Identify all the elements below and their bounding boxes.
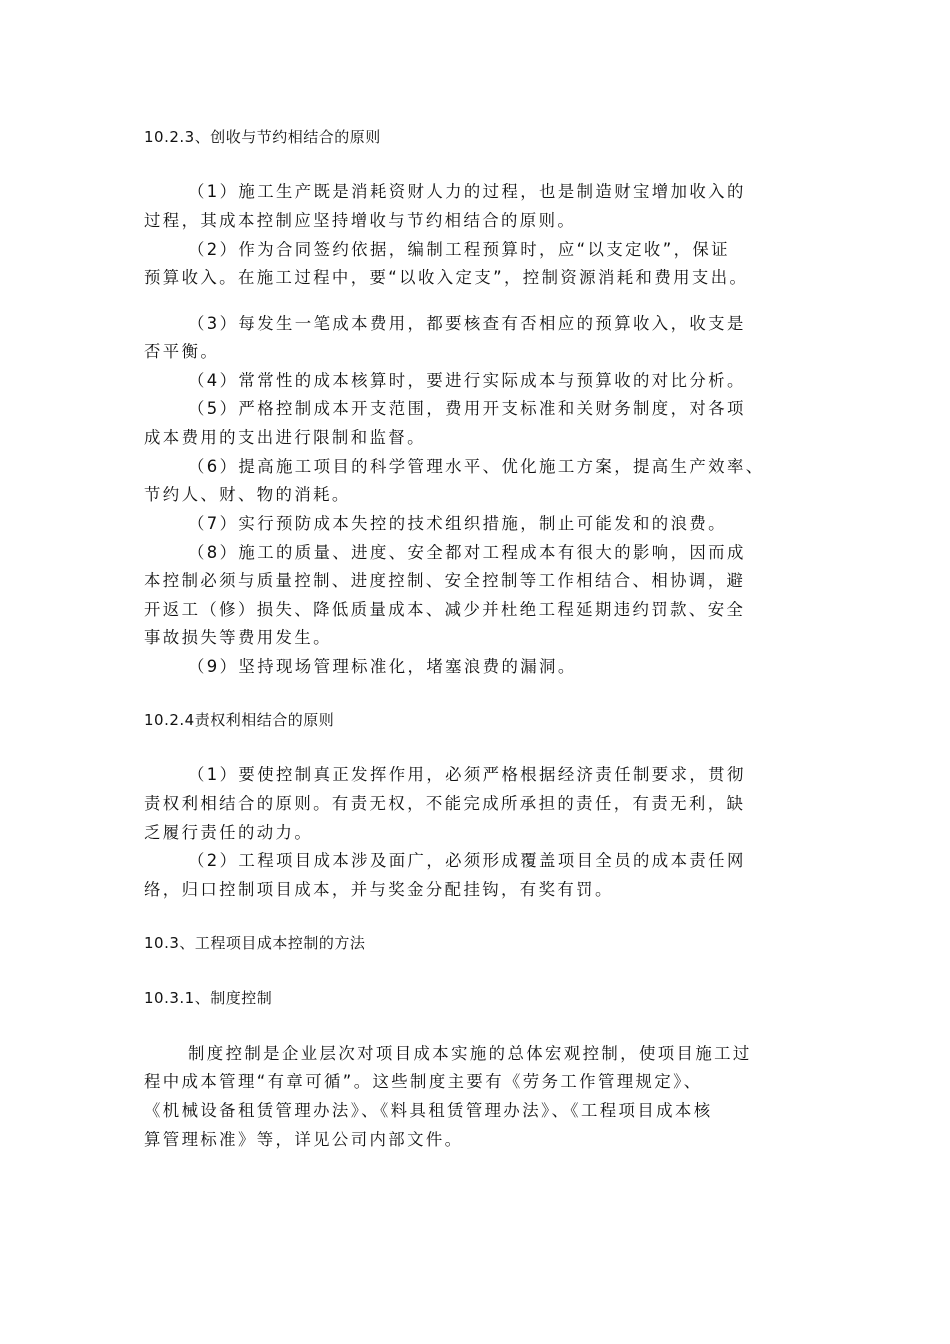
paragraph-line: （1）施工生产既是消耗资财人力的过程，也是制造财宝增加收入的 <box>188 182 746 201</box>
paragraph-line: 成本费用的支出进行限制和监督。 <box>144 428 426 447</box>
section-heading: 10.3.1、制度控制 <box>144 989 273 1007</box>
section-heading: 10.2.4责权利相结合的原则 <box>144 711 335 729</box>
paragraph-line: 乏履行责任的动力。 <box>144 823 314 842</box>
paragraph-line: （7）实行预防成本失控的技术组织措施，制止可能发和的浪费。 <box>188 514 727 533</box>
paragraph-line: （2）工程项目成本涉及面广，必须形成覆盖项目全员的成本责任网 <box>188 851 746 870</box>
paragraph-line: （3）每发生一笔成本费用，都要核查有否相应的预算收入，收支是 <box>188 314 746 333</box>
paragraph-line: 算管理标准》等，详见公司内部文件。 <box>144 1130 464 1149</box>
paragraph-line: 事故损失等费用发生。 <box>144 628 332 647</box>
paragraph-line: 制度控制是企业层次对项目成本实施的总体宏观控制，使项目施工过 <box>188 1044 752 1063</box>
paragraph-line: 责权利相结合的原则。有责无权，不能完成所承担的责任，有责无利，缺 <box>144 794 746 813</box>
paragraph-line: （8）施工的质量、进度、安全都对工程成本有很大的影响，因而成 <box>188 543 746 562</box>
paragraph-line: （4）常常性的成本核算时，要进行实际成本与预算收的对比分析。 <box>188 371 746 390</box>
section-heading: 10.2.3、创收与节约相结合的原则 <box>144 128 381 146</box>
paragraph-line: （5）严格控制成本开支范围，费用开支标准和关财务制度，对各项 <box>188 399 746 418</box>
paragraph-line: （2）作为合同签约依据，编制工程预算时，应“以支定收”，保证 <box>188 240 730 259</box>
paragraph-line: （1）要使控制真正发挥作用，必须严格根据经济责任制要求，贯彻 <box>188 765 746 784</box>
paragraph-line: 开返工（修）损失、降低质量成本、减少并杜绝工程延期违约罚款、安全 <box>144 600 746 619</box>
paragraph-line: 过程，其成本控制应坚持增收与节约相结合的原则。 <box>144 211 577 230</box>
paragraph-line: 络，归口控制项目成本，并与奖金分配挂钩，有奖有罚。 <box>144 880 614 899</box>
section-heading: 10.3、工程项目成本控制的方法 <box>144 934 366 952</box>
paragraph-line: 《机械设备租赁管理办法》、《料具租赁管理办法》、《工程项目成本核 <box>144 1101 713 1120</box>
paragraph-line: 程中成本管理“有章可循”。这些制度主要有《劳务工作管理规定》、 <box>144 1072 703 1091</box>
paragraph-line: 否平衡。 <box>144 342 220 361</box>
paragraph-line: 节约人、财、物的消耗。 <box>144 485 351 504</box>
paragraph-line: 预算收入。在施工过程中，要“以收入定支”，控制资源消耗和费用支出。 <box>144 268 749 287</box>
paragraph-line: （6）提高施工项目的科学管理水平、优化施工方案，提高生产效率、 <box>188 457 765 476</box>
paragraph-line: （9）坚持现场管理标准化，堵塞浪费的漏洞。 <box>188 657 577 676</box>
paragraph-line: 本控制必须与质量控制、进度控制、安全控制等工作相结合、相协调，避 <box>144 571 746 590</box>
